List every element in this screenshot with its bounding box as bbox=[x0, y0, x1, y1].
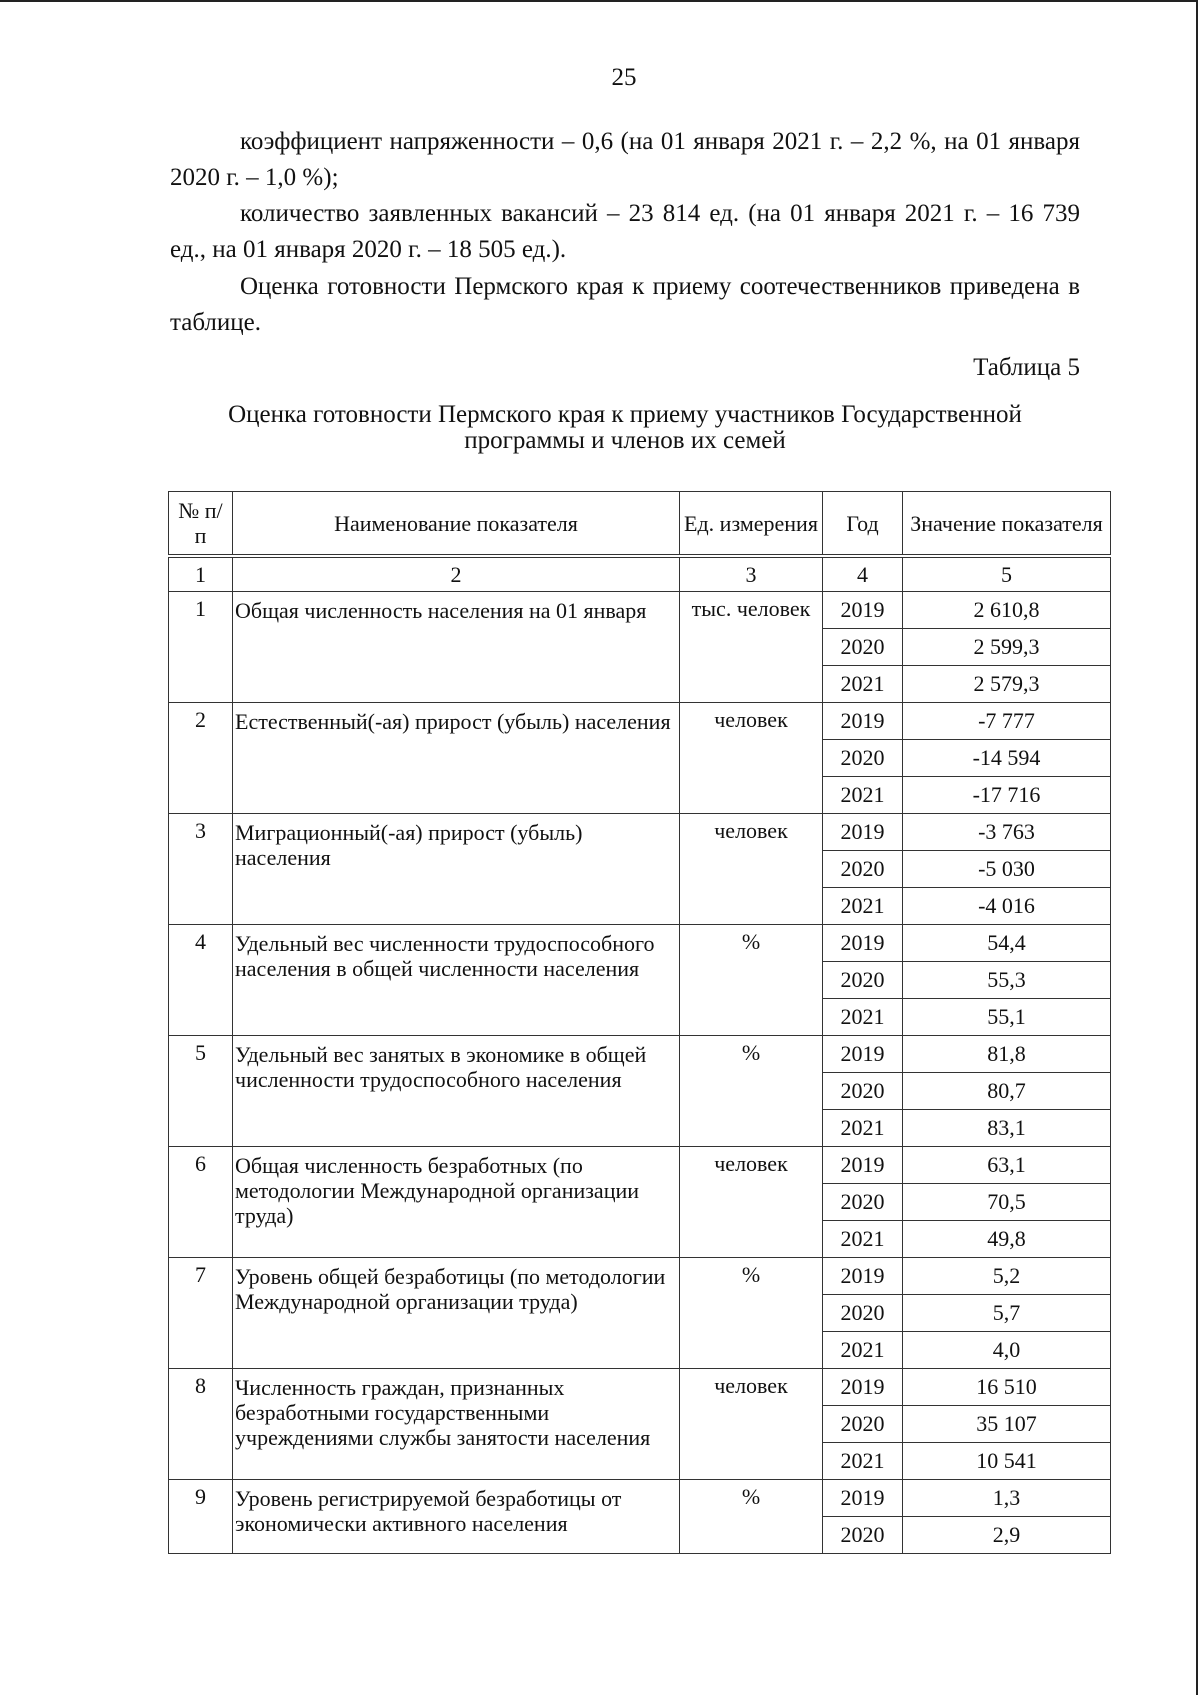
value-cell: 2 610,8 bbox=[903, 592, 1111, 629]
year-cell: 2021 bbox=[823, 888, 903, 925]
value-cell: 5,2 bbox=[903, 1258, 1111, 1295]
table-header-row bbox=[169, 492, 1111, 557]
year-cell: 2019 bbox=[823, 925, 903, 962]
value-cell: 80,7 bbox=[903, 1073, 1111, 1110]
header-value: Значение показателя bbox=[903, 492, 1111, 557]
unit-of-measure: человек bbox=[680, 703, 823, 814]
column-number: 5 bbox=[903, 556, 1111, 592]
value-cell: 83,1 bbox=[903, 1110, 1111, 1147]
table-row bbox=[169, 925, 1111, 962]
year-cell: 2020 bbox=[823, 1184, 903, 1221]
value-cell: 2 579,3 bbox=[903, 666, 1111, 703]
table-title-line-1: Оценка готовности Пермского края к приему участников Государственной bbox=[228, 401, 1022, 428]
row-number: 2 bbox=[169, 703, 233, 814]
column-number: 2 bbox=[233, 556, 680, 592]
year-cell: 2019 bbox=[823, 1036, 903, 1073]
paragraph-tension-coefficient: коэффициент напряженности – 0,6 (на 01 января 2021 г. – 2,2 %, на 01 января 2020 г. – 1,0 %); bbox=[170, 128, 1080, 191]
value-cell: 55,1 bbox=[903, 999, 1111, 1036]
value-cell: 49,8 bbox=[903, 1221, 1111, 1258]
year-cell: 2019 bbox=[823, 703, 903, 740]
value-cell: -17 716 bbox=[903, 777, 1111, 814]
year-cell: 2021 bbox=[823, 1443, 903, 1480]
year-cell: 2021 bbox=[823, 999, 903, 1036]
value-cell: 5,7 bbox=[903, 1295, 1111, 1332]
value-cell: 16 510 bbox=[903, 1369, 1111, 1406]
value-cell: -3 763 bbox=[903, 814, 1111, 851]
value-cell: 4,0 bbox=[903, 1332, 1111, 1369]
year-cell: 2019 bbox=[823, 1369, 903, 1406]
unit-of-measure: человек bbox=[680, 1369, 823, 1480]
unit-of-measure: человек bbox=[680, 814, 823, 925]
column-number-row bbox=[169, 556, 1111, 592]
unit-of-measure: % bbox=[680, 925, 823, 1036]
year-cell: 2021 bbox=[823, 777, 903, 814]
value-cell: 54,4 bbox=[903, 925, 1111, 962]
value-cell: 81,8 bbox=[903, 1036, 1111, 1073]
readiness-table bbox=[168, 491, 1111, 1554]
year-cell: 2019 bbox=[823, 1147, 903, 1184]
column-number: 3 bbox=[680, 556, 823, 592]
table-row bbox=[169, 1480, 1111, 1517]
indicator-name: Уровень регистрируемой безработицы от экономически активного населения bbox=[233, 1480, 680, 1554]
value-cell: -4 016 bbox=[903, 888, 1111, 925]
table-row bbox=[169, 1036, 1111, 1073]
year-cell: 2019 bbox=[823, 592, 903, 629]
column-number: 4 bbox=[823, 556, 903, 592]
row-number: 4 bbox=[169, 925, 233, 1036]
value-cell: 1,3 bbox=[903, 1480, 1111, 1517]
unit-of-measure: % bbox=[680, 1036, 823, 1147]
row-number: 9 bbox=[169, 1480, 233, 1554]
row-number: 3 bbox=[169, 814, 233, 925]
value-cell: 2 599,3 bbox=[903, 629, 1111, 666]
year-cell: 2020 bbox=[823, 1073, 903, 1110]
header-name: Наименование показателя bbox=[233, 492, 680, 557]
indicator-name: Численность граждан, признанных безработными государственными учреждениями службы занятости населения bbox=[233, 1369, 680, 1480]
table-row bbox=[169, 1369, 1111, 1406]
column-number: 1 bbox=[169, 556, 233, 592]
year-cell: 2020 bbox=[823, 1295, 903, 1332]
year-cell: 2020 bbox=[823, 851, 903, 888]
header-year: Год bbox=[823, 492, 903, 557]
value-cell: 55,3 bbox=[903, 962, 1111, 999]
table-title-line-2: программы и членов их семей bbox=[464, 427, 786, 454]
paragraph-vacancies: количество заявленных вакансий – 23 814 ед. (на 01 января 2021 г. – 16 739 ед., на 01 января 2020 г. – 18 505 ед.). bbox=[170, 200, 1080, 263]
value-cell: 70,5 bbox=[903, 1184, 1111, 1221]
year-cell: 2020 bbox=[823, 962, 903, 999]
table-row bbox=[169, 1147, 1111, 1184]
year-cell: 2019 bbox=[823, 814, 903, 851]
row-number: 1 bbox=[169, 592, 233, 703]
year-cell: 2019 bbox=[823, 1258, 903, 1295]
page-number: 25 bbox=[611, 64, 637, 91]
indicator-name: Миграционный(-ая) прирост (убыль) населения bbox=[233, 814, 680, 925]
value-cell: 35 107 bbox=[903, 1406, 1111, 1443]
value-cell: 63,1 bbox=[903, 1147, 1111, 1184]
table-row bbox=[169, 592, 1111, 629]
year-cell: 2020 bbox=[823, 1406, 903, 1443]
header-unit: Ед. измерения bbox=[680, 492, 823, 557]
indicator-name: Удельный вес занятых в экономике в общей численности трудоспособного населения bbox=[233, 1036, 680, 1147]
paragraph-readiness-intro: Оценка готовности Пермского края к приему соотечественников приведена в таблице. bbox=[170, 273, 1080, 336]
table-title bbox=[170, 402, 1080, 454]
indicator-name: Общая численность населения на 01 января bbox=[233, 592, 680, 703]
value-cell: -5 030 bbox=[903, 851, 1111, 888]
value-cell: -7 777 bbox=[903, 703, 1111, 740]
table-row bbox=[169, 1258, 1111, 1295]
unit-of-measure: % bbox=[680, 1480, 823, 1554]
table-row bbox=[169, 703, 1111, 740]
indicator-name: Уровень общей безработицы (по методологии Международной организации труда) bbox=[233, 1258, 680, 1369]
year-cell: 2020 bbox=[823, 1517, 903, 1554]
unit-of-measure: % bbox=[680, 1258, 823, 1369]
row-number: 7 bbox=[169, 1258, 233, 1369]
year-cell: 2021 bbox=[823, 1110, 903, 1147]
table-row bbox=[169, 814, 1111, 851]
indicator-name: Удельный вес численности трудоспособного населения в общей численности населения bbox=[233, 925, 680, 1036]
year-cell: 2019 bbox=[823, 1480, 903, 1517]
row-number: 6 bbox=[169, 1147, 233, 1258]
indicator-name: Общая численность безработных (по методологии Международной организации труда) bbox=[233, 1147, 680, 1258]
value-cell: 2,9 bbox=[903, 1517, 1111, 1554]
row-number: 5 bbox=[169, 1036, 233, 1147]
header-no: № п/п bbox=[169, 492, 233, 557]
year-cell: 2020 bbox=[823, 629, 903, 666]
year-cell: 2021 bbox=[823, 1221, 903, 1258]
year-cell: 2021 bbox=[823, 1332, 903, 1369]
table-body bbox=[169, 592, 1111, 1554]
year-cell: 2020 bbox=[823, 740, 903, 777]
table-label: Таблица 5 bbox=[973, 354, 1080, 381]
indicator-name: Естественный(-ая) прирост (убыль) населения bbox=[233, 703, 680, 814]
row-number: 8 bbox=[169, 1369, 233, 1480]
unit-of-measure: тыс. человек bbox=[680, 592, 823, 703]
value-cell: 10 541 bbox=[903, 1443, 1111, 1480]
unit-of-measure: человек bbox=[680, 1147, 823, 1258]
value-cell: -14 594 bbox=[903, 740, 1111, 777]
year-cell: 2021 bbox=[823, 666, 903, 703]
